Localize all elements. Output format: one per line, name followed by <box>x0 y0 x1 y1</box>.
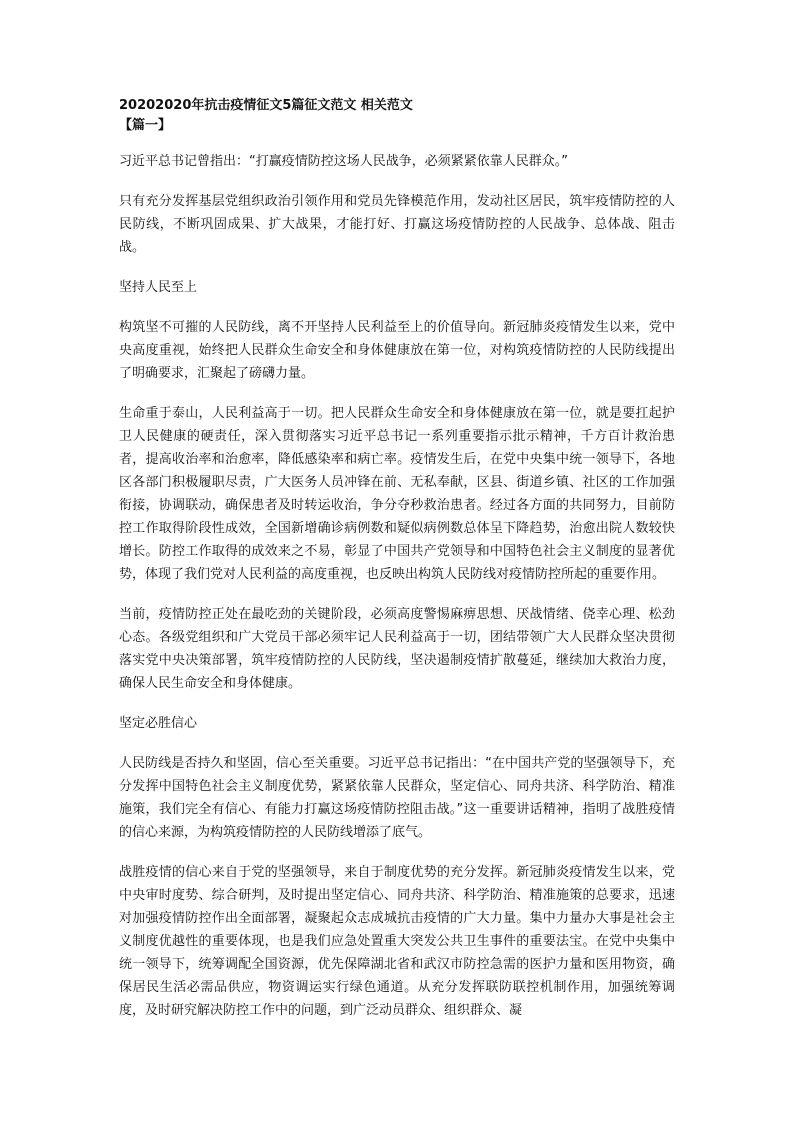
paragraph: 只有充分发挥基层党组织政治引领作用和党员先锋模范作用，发动社区居民，筑牢疫情防控的人民防线，不断巩固成果、扩大战果，才能打好、打赢这场疫情防控的人民战争、总体战、阻击战。 <box>119 194 675 255</box>
section-heading: 坚定必胜信心 <box>119 716 198 731</box>
section-heading: 坚持人民至上 <box>119 280 198 295</box>
paragraph: 生命重于泰山，人民利益高于一切。把人民群众生命安全和身体健康放在第一位，就是要扛起护卫人民健康的硬责任，深入贯彻落实习近平总书记一系列重要指示批示精神，千方百计救治患者，提高收治率和治愈率，降低感染率和病亡率。疫情发生后，在党中央集中统一领导下，各地区各部门积极履职尽责，广大医务人员冲锋在前、无私奉献，区县、街道乡镇、社区的工作加强衔接，协调联动，确保患者及时转运收治，争分夺秒救治患者。经过各方面的共同努力，目前防控工作取得阶段性成效，全国新增确诊病例数和疑似病例数总体呈下降趋势，治愈出院人数较快增长。防控工作取得的成效来之不易，彰显了中国共产党领导和中国特色社会主义制度的显著优势，体现了我们党对人民利益的高度重视，也反映出构筑人民防线对疫情防控所起的重要作用。 <box>119 406 675 582</box>
paragraph: 战胜疫情的信心来自于党的坚强领导，来自于制度优势的充分发挥。新冠肺炎疫情发生以来，党中央审时度势、综合研判，及时提出坚定信心、同舟共济、科学防治、精准施策的总要求，迅速对加强疫情防控作出全面部署，凝聚起众志成城抗击疫情的广大力量。集中力量办大事是社会主义制度优越性的重要体现，也是我们应急处置重大突发公共卫生事件的重要法宝。在党中央集中统一领导下，统筹调配全国资源，优先保障湖北省和武汉市防控急需的医护力量和医用物资，确保居民生活必需品供应，物资调运实行绿色通道。从充分发挥联防联控机制作用，加强统筹调度，及时研究解决防控工作中的问题，到广泛动员群众、组织群众、凝 <box>119 865 675 1018</box>
paragraph: 构筑坚不可摧的人民防线，离不开坚持人民利益至上的价值导向。新冠肺炎疫情发生以来，党中央高度重视，始终把人民群众生命安全和身体健康放在第一位，对构筑疫情防控的人民防线提出了明确要求，汇聚起了磅礴力量。 <box>119 320 675 381</box>
document-page <box>119 96 675 1039</box>
document-body <box>119 150 675 1022</box>
section-label: 【篇一】 <box>119 118 172 133</box>
paragraph: 人民防线是否持久和坚固，信心至关重要。习近平总书记指出：“在中国共产党的坚强领导下，充分发挥中国特色社会主义制度优势，紧紧依靠人民群众，坚定信心、同舟共济、科学防治、精准施策，我们完全有信心、有能力打赢这场疫情防控阻击战。”这一重要讲话精神，指明了战胜疫情的信心来源，为构筑疫情防控的人民防线增添了底气。 <box>119 756 675 840</box>
paragraph: 习近平总书记曾指出：“打赢疫情防控这场人民战争，必须紧紧依靠人民群众。” <box>119 154 568 169</box>
document-title: 20202020年抗击疫情征文5篇征文范文 相关范文 <box>119 98 413 113</box>
paragraph: 当前，疫情防控正处在最吃劲的关键阶段，必须高度警惕麻痹思想、厌战情绪、侥幸心理、松劲心态。各级党组织和广大党员干部必须牢记人民利益高于一切，团结带领广大人民群众坚决贯彻落实党中央决策部署，筑牢疫情防控的人民防线，坚决遏制疫情扩散蔓延，继续加大救治力度，确保人民生命安全和身体健康。 <box>119 607 675 691</box>
